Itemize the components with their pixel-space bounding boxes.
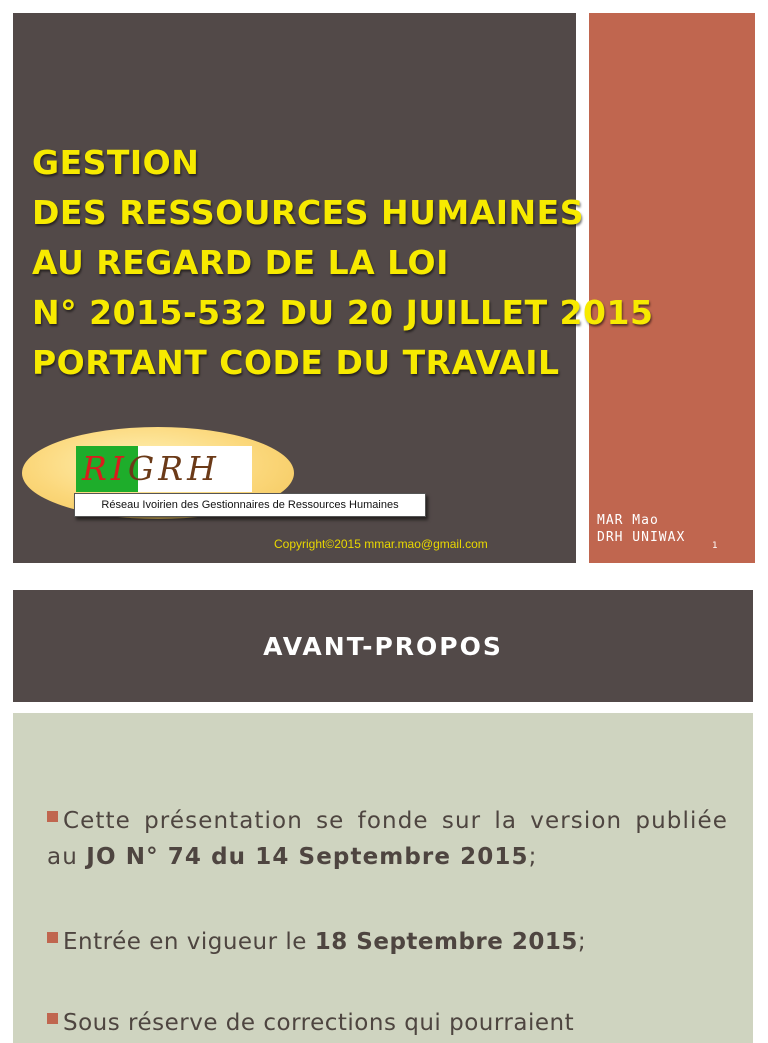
content-panel xyxy=(13,713,753,1043)
rigrh-logo xyxy=(22,427,432,522)
slide-title-line: GESTION xyxy=(32,143,200,182)
logo-subtitle: Réseau Ivoirien des Gestionnaires de Ressources Humaines xyxy=(74,493,426,517)
author-role: DRH UNIWAX xyxy=(597,530,686,545)
bullet-item xyxy=(47,1005,728,1041)
slide-title-line: DES RESSOURCES HUMAINES xyxy=(32,193,584,232)
logo-wordmark xyxy=(82,447,220,491)
bullet-text: Entrée en vigueur le xyxy=(63,929,315,955)
page-number: 1 xyxy=(712,541,718,551)
section-header-title: AVANT-PROPOS xyxy=(263,632,503,661)
copyright-text: Copyright©2015 mmar.mao@gmail.com xyxy=(274,537,488,551)
logo-letters-brown: GRH xyxy=(127,449,220,488)
bullet-text: Cette présentation se fonde sur la version publiée au xyxy=(47,808,728,870)
author-block xyxy=(597,512,685,546)
bullet-square-icon xyxy=(47,932,58,943)
bullet-bold-text: 18 Septembre 2015 xyxy=(314,929,578,955)
bullet-text-end: ; xyxy=(577,929,587,955)
bullet-text: Sous réserve de corrections qui pourraient xyxy=(63,1010,575,1036)
logo-letters-red: RI xyxy=(82,449,128,488)
slide-title-line: AU REGARD DE LA LOI xyxy=(32,243,449,282)
bullet-square-icon xyxy=(47,811,58,822)
author-name: MAR Mao xyxy=(597,513,659,528)
bullet-bold-text: JO N° 74 du 14 Septembre 2015 xyxy=(86,844,529,870)
bullet-square-icon xyxy=(47,1013,58,1024)
bullet-text-end: ; xyxy=(528,844,538,870)
bullet-item xyxy=(47,803,728,875)
slide-title xyxy=(32,138,732,388)
bullet-item xyxy=(47,924,728,960)
slide-title-line: PORTANT CODE DU TRAVAIL xyxy=(32,343,560,382)
slide-title-line: N° 2015-532 DU 20 JUILLET 2015 xyxy=(32,293,654,332)
